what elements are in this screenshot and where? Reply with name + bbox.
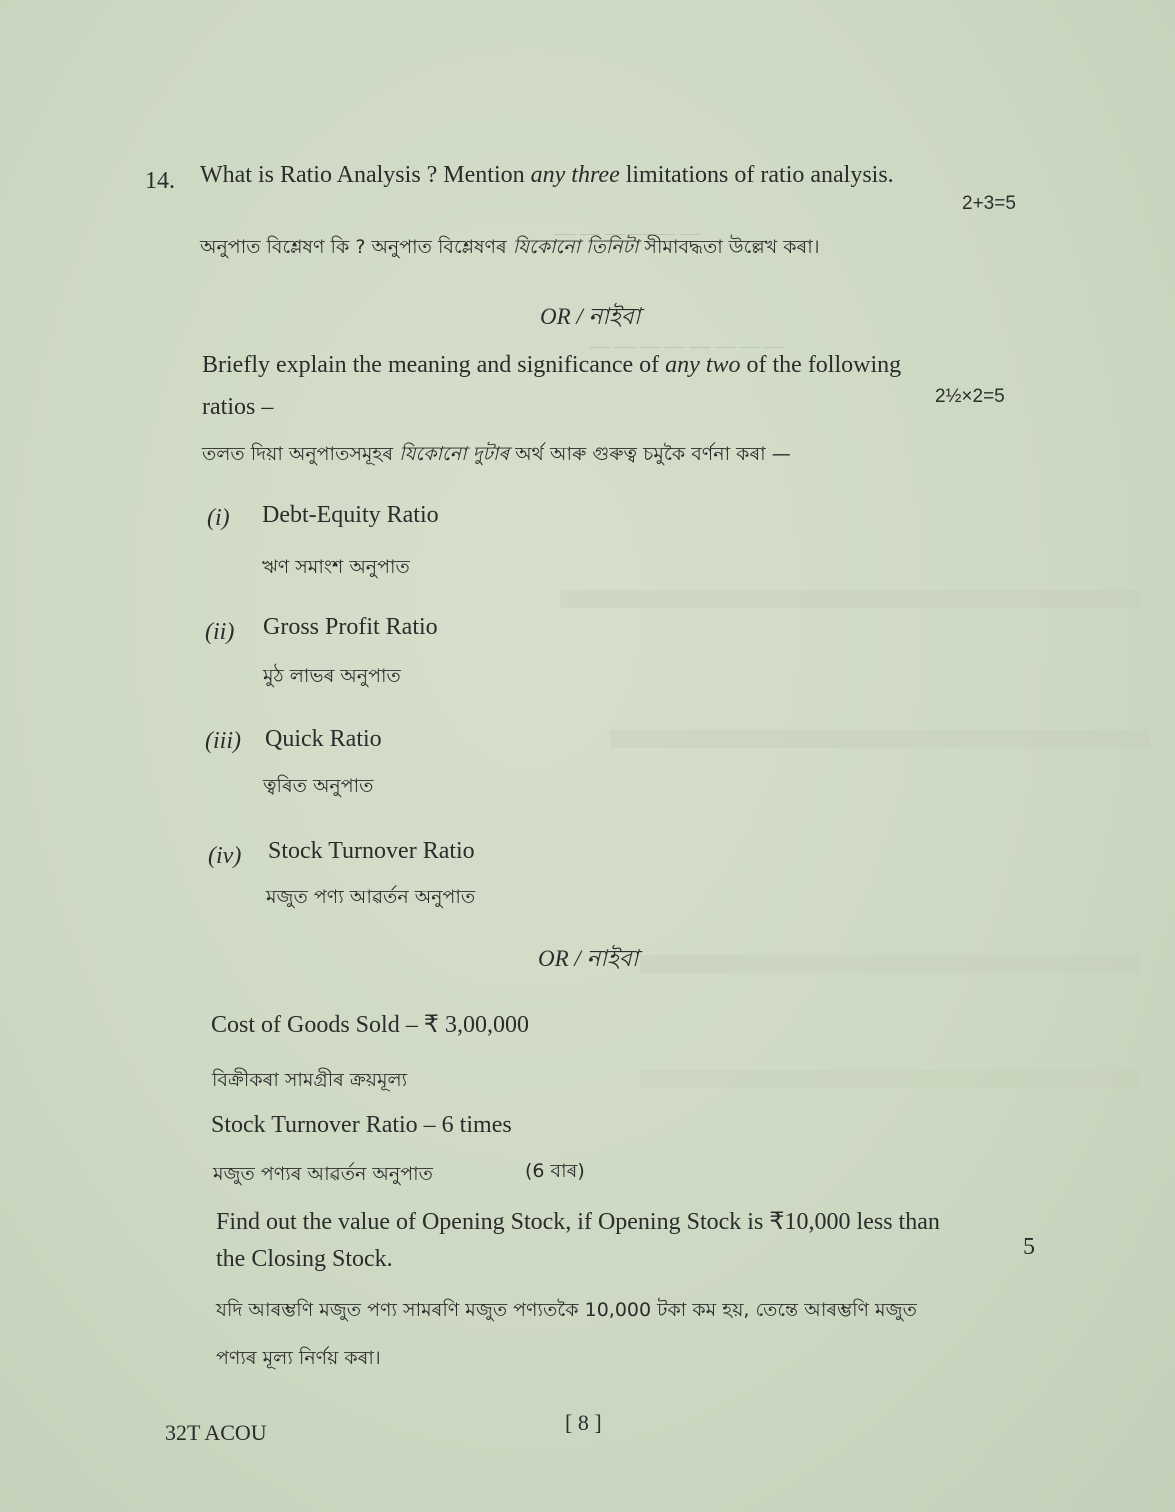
cogs-english: Cost of Goods Sold – ₹ 3,00,000	[211, 1012, 529, 1038]
question-14-english: What is Ratio Analysis ? Mention any three limitations of ratio analysis.	[200, 162, 894, 188]
question-14-marks: 2+3=5	[962, 193, 1016, 214]
item-assamese: ত্বৰিত অনুপাত	[263, 775, 374, 797]
paper-code: 32T ACOU	[165, 1420, 267, 1445]
item-assamese: মজুত পণ্য আৱৰ্তন অনুপাত	[266, 886, 476, 908]
item-english: Gross Profit Ratio	[263, 614, 438, 640]
cogs-assamese: বিক্ৰীকৰা সামগ্ৰীৰ ক্ৰয়মূল্য	[212, 1069, 408, 1091]
item-english: Quick Ratio	[265, 726, 382, 752]
item-number: (i)	[207, 505, 230, 531]
stock-turnover-times: (6 বাৰ)	[525, 1160, 585, 1182]
alt1-english-line2: ratios –	[202, 394, 274, 420]
alt1-english-line1: Briefly explain the meaning and significance of any two of the following	[202, 352, 902, 378]
bleed-through: — — — — — —	[555, 222, 700, 244]
or-separator: OR / নাইবা	[540, 304, 641, 329]
bleed-through	[640, 1070, 1140, 1088]
question-number: 14.	[145, 168, 175, 194]
page-number: [ 8 ]	[565, 1410, 602, 1435]
item-english: Debt-Equity Ratio	[262, 502, 439, 528]
alt1-marks: 2½×2=5	[935, 386, 1005, 407]
item-number: (ii)	[205, 619, 235, 645]
item-english: Stock Turnover Ratio	[268, 838, 475, 864]
bleed-through	[560, 590, 1140, 608]
bleed-through	[640, 955, 1140, 973]
bleed-through: — — — — — — — —	[590, 335, 785, 357]
alt2-marks: 5	[1023, 1234, 1035, 1260]
find-assamese-line2: পণ্যৰ মূল্য নিৰ্ণয় কৰা।	[216, 1347, 381, 1369]
item-number: (iv)	[208, 843, 242, 869]
alt1-assamese: তলত দিয়া অনুপাতসমূহৰ যিকোনো দুটাৰ অৰ্থ আৰু গুৰুত্ব চমুকৈ বৰ্ণনা কৰা —	[202, 443, 791, 465]
find-english-line1: Find out the value of Opening Stock, if Opening Stock is ₹10,000 less than	[216, 1209, 940, 1235]
stock-turnover-assamese: মজুত পণ্যৰ আৱৰ্তন অনুপাত	[213, 1163, 433, 1185]
bleed-through	[610, 730, 1150, 748]
question-14-assamese: অনুপাত বিশ্লেষণ কি ? অনুপাত বিশ্লেষণৰ যিকোনো তিনিটা সীমাবদ্ধতা উল্লেখ কৰা।	[200, 236, 820, 258]
item-number: (iii)	[205, 728, 241, 754]
find-assamese-line1: যদি আৰম্ভণি মজুত পণ্য সামৰণি মজুত পণ্যতকৈ 10,000 টকা কম হয়, তেন্তে আৰম্ভণি মজুত	[216, 1299, 917, 1321]
item-assamese: ঋণ সমাংশ অনুপাত	[262, 556, 410, 578]
or-separator: OR / নাইবা	[538, 946, 639, 971]
item-assamese: মুঠ লাভৰ অনুপাত	[263, 665, 401, 687]
stock-turnover-english: Stock Turnover Ratio – 6 times	[211, 1112, 512, 1138]
find-english-line2: the Closing Stock.	[216, 1246, 393, 1272]
